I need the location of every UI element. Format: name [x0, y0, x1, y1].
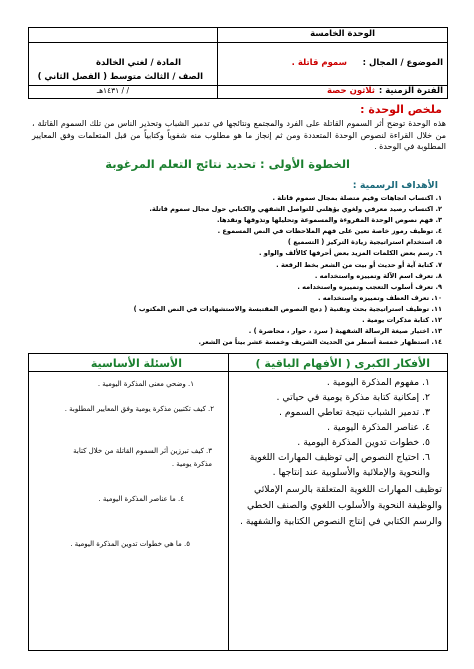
question-item: ٢. كيف تكتبين مذكرة يومية وفق المعايير المطلوبة .: [64, 405, 214, 413]
objective-item: ٧. كتابة آية أو حديث أو بيت من الشعر بخط الرقعة .: [276, 261, 442, 269]
summary-title: ملخص الوحدة :: [360, 103, 442, 116]
question-item: ٥. ما هي خطوات تدوين المذكرة اليومية .: [70, 540, 190, 548]
objective-item: ٦. رسم بعض الكلمات المزيد بعض أحرفها كالألف والواو .: [258, 249, 442, 257]
objective-item: ١١. توظيف استراتيجية بحث وتقنية ( دمج النصوص المقتبسة والاستشهادات في النص المكتوب ): [133, 305, 442, 313]
big-idea-item: ٤. عناصر المذكرة اليومية .: [327, 422, 430, 433]
objective-item: ١. اكتساب اتجاهات وقيم متصلة بمجال سموم قاتلة .: [272, 194, 442, 202]
topic-value: سموم قاتلة .: [291, 58, 347, 68]
column-divider: [228, 354, 229, 650]
period-value: ثلاثون حصة: [326, 86, 375, 96]
objective-item: ٨. تعرف اسم الآلة وتمييزه واستخدامه .: [314, 272, 442, 280]
subject-label: المادة / لغتي الخالدة: [96, 58, 181, 68]
objective-item: ٣. فهم نصوص الوحدة المقروءة والمسموعة وتحليلها وتذوقها ونقدها.: [217, 216, 442, 224]
objective-item: ٤. توظيف رموز خاصة تعين على فهم الملاحظات في النص المسموع .: [217, 227, 442, 235]
unit-label: الوحدة الخامسة: [310, 29, 375, 39]
big-ideas-title: الأفكار الكبرى ( الأفهام الباقية ): [255, 357, 430, 370]
objectives-title: الأهداف الرسمية :: [352, 180, 438, 191]
big-idea-item: ٣. تدمير الشباب نتيجة تعاطي السموم .: [278, 407, 430, 418]
objective-item: ١٠. تعرف العطف وتمييزه واستخدامه .: [317, 294, 442, 302]
questions-title: الأسئلة الأساسية: [90, 357, 182, 370]
big-idea-item: ٦. احتياج النصوص إلى توظيف المهارات اللغوية: [249, 452, 430, 463]
period-label: الفترة الزمنية :: [378, 86, 443, 96]
big-idea-item: توظيف المهارات اللغوية المتعلقة بالرسم الإملائي: [253, 484, 442, 495]
date-field: / / ١٤٣١هـ: [96, 86, 129, 95]
question-item: ٣. كيف تبرزين أثر السموم القاتلة من خلال كتابة: [73, 447, 212, 455]
objective-item: ١٣. اختيار صيغة الرسالة الشفهية ( سرد ، حوار ، محاضرة ) .: [248, 327, 442, 335]
header-row-line: [29, 42, 447, 43]
step-one-title: الخطوة الأولى : تحديد نتائج التعلم المرغوبة: [105, 157, 350, 171]
question-item-cont: مذكرة يومية .: [171, 460, 212, 468]
header-divider: [217, 28, 218, 98]
summary-text: هذه الوحدة توضح أثر السموم القاتلة على الفرد والمجتمع ونتائجها في تدمير الشباب وتحذير الناس من تلك السموم القاتلة ، من خلال القراءة لنصوص الوحدة المتعددة ومن ثم إنجاز ما هو مطلوب منه شفوياً وكتابياً من قبل المتعلمات وفق المعايير المطلوبة في الوحدة .: [32, 119, 446, 151]
question-item: ٤. ما عناصر المذكرة اليومية .: [98, 495, 184, 503]
objective-item: ١٢. كتابة مذكرات يومية .: [362, 316, 442, 324]
objective-item: ٢. اكتساب رصيد معرفي ولغوي يؤهلني للتواصل الشفهي والكتابي حول مجال سموم قاتلة.: [149, 205, 442, 213]
topic-label: الموضوع / المجال :: [362, 58, 443, 68]
objective-item: ٥. استخدام استراتيجية زيادة التركيز ( التسميع ): [287, 238, 442, 246]
table-header-line: [29, 371, 447, 372]
grade-label: الصف / الثالث متوسط ( الفصل الثاني ): [37, 72, 203, 82]
header-table: [28, 27, 448, 99]
objective-item: ٩. تعرف أسلوب التعجب وتمييزه واستخدامه .: [297, 283, 442, 291]
big-idea-item: ٥. خطوات تدوين المذكرة اليومية .: [297, 437, 430, 448]
big-idea-item: ١. مفهوم المذكرة اليومية .: [326, 377, 430, 388]
question-item: ١. وضحي معنى المذكرة اليومية .: [97, 380, 194, 388]
big-idea-item: والرسم الكتابي في إنتاج النصوص الكتابية والشفهية .: [239, 516, 442, 527]
objective-item: ١٤. استظهار خمسة أسطر من الحديث الشريف وخمسة عشر بيتاً من الشعر.: [198, 338, 442, 346]
big-idea-item: ٢. إمكانية كتابة مذكرة يومية في حياتي .: [276, 392, 430, 403]
big-idea-item: والنحوية والإملائية والأسلوبية عند إنتاجها .: [272, 467, 430, 478]
big-idea-item: والوظيفة النحوية والأسلوب اللغوي والصنف الخطي: [246, 500, 442, 511]
